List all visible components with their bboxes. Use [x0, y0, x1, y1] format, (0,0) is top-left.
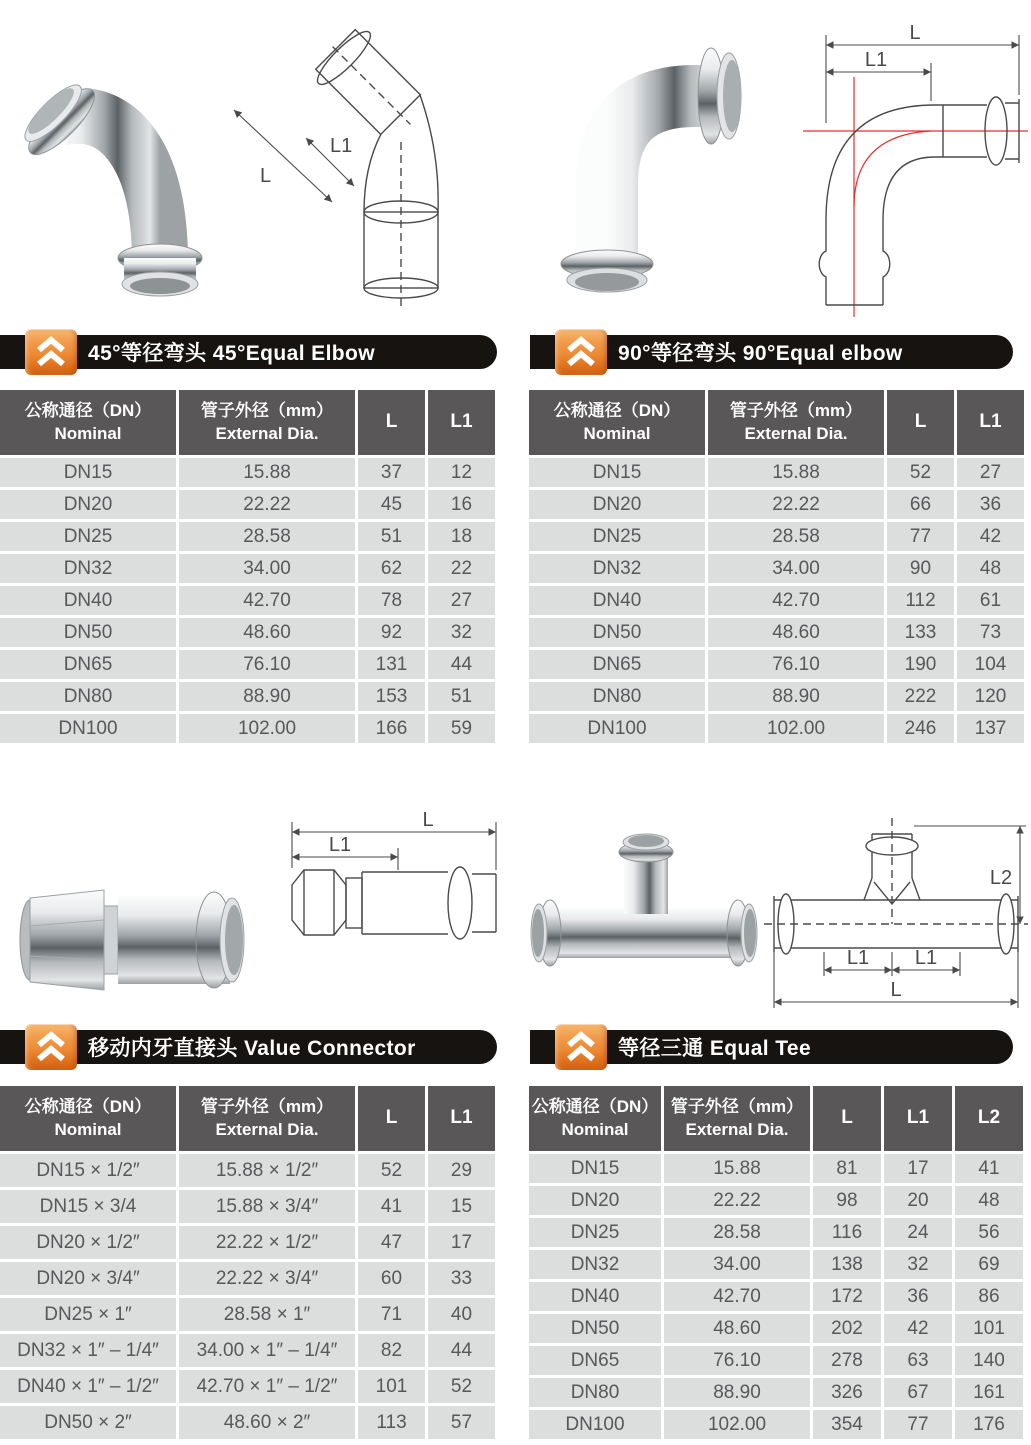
table-row	[0, 554, 495, 583]
table-row	[0, 1226, 495, 1259]
cell-L1: 42	[957, 522, 1024, 551]
table-header-row	[0, 1086, 495, 1151]
double-chevron-up-icon	[25, 1024, 77, 1070]
cell-nominal: DN15	[529, 1154, 661, 1183]
table-body	[529, 458, 1024, 743]
cell-L1: 137	[957, 714, 1024, 743]
cell-L1: 32	[428, 618, 495, 647]
section-title: 90°等径弯头 90°Equal elbow	[618, 342, 903, 365]
table-row	[0, 682, 495, 711]
cell-external-dia: 28.58	[179, 522, 355, 551]
cell-L: 112	[887, 586, 954, 615]
table-row	[529, 554, 1024, 583]
cell-nominal: DN32	[529, 554, 705, 583]
table-row	[529, 682, 1024, 711]
spec-table-90-elbow	[529, 390, 1024, 746]
cell-L1: 17	[428, 1226, 495, 1259]
cell-nominal: DN20	[0, 490, 176, 519]
cell-external-dia: 15.88	[708, 458, 884, 487]
cell-L: 138	[813, 1250, 881, 1279]
table-row	[0, 586, 495, 615]
section-title-bar	[0, 1030, 497, 1064]
cell-external-dia: 102.00	[708, 714, 884, 743]
cell-L1: 17	[884, 1154, 952, 1183]
cell-L: 81	[813, 1154, 881, 1183]
table-row	[0, 650, 495, 679]
header-external-dia: 管子外径（mm） External Dia.	[708, 390, 884, 455]
cell-nominal: DN25	[0, 522, 176, 551]
table-row	[529, 1410, 1024, 1439]
section-title: 等径三通 Equal Tee	[618, 1037, 812, 1060]
cell-L1: 104	[957, 650, 1024, 679]
cell-L2: 140	[955, 1346, 1023, 1375]
dim-label-L: L	[422, 810, 434, 831]
header-external-dia: 管子外径（mm） External Dia.	[664, 1086, 810, 1151]
section-title-bar	[0, 335, 497, 369]
header-nominal: 公称通径（DN） Nominal	[529, 390, 705, 455]
cell-L2: 56	[955, 1218, 1023, 1247]
cell-nominal: DN40	[529, 1282, 661, 1311]
cell-L1: 63	[884, 1346, 952, 1375]
cell-external-dia: 15.88 × 1/2″	[179, 1154, 355, 1187]
cell-L: 190	[887, 650, 954, 679]
dimension-drawing-45-elbow	[218, 2, 503, 317]
cell-external-dia: 22.22	[664, 1186, 810, 1215]
cell-nominal: DN25	[529, 1218, 661, 1247]
cell-external-dia: 22.22 × 3/4″	[179, 1262, 355, 1295]
cell-external-dia: 76.10	[708, 650, 884, 679]
cell-external-dia: 42.70	[708, 586, 884, 615]
cell-L: 52	[887, 458, 954, 487]
cell-external-dia: 22.22 × 1/2″	[179, 1226, 355, 1259]
cell-L1: 33	[428, 1262, 495, 1295]
cell-nominal: DN65	[529, 650, 705, 679]
cell-L: 66	[887, 490, 954, 519]
table-row	[529, 618, 1024, 647]
cell-L1: 36	[884, 1282, 952, 1311]
cell-L2: 101	[955, 1314, 1023, 1343]
cell-L1: 24	[884, 1218, 952, 1247]
header-external-dia: 管子外径（mm） External Dia.	[179, 390, 355, 455]
table-row	[0, 522, 495, 551]
cell-L1: 40	[428, 1298, 495, 1331]
cell-external-dia: 102.00	[664, 1410, 810, 1439]
cell-L2: 41	[955, 1154, 1023, 1183]
table-row	[529, 586, 1024, 615]
cell-L1: 27	[957, 458, 1024, 487]
header-nominal: 公称通径（DN） Nominal	[0, 1086, 176, 1151]
header-external-dia: 管子外径（mm） External Dia.	[179, 1086, 355, 1151]
cell-L: 37	[358, 458, 425, 487]
cell-external-dia: 88.90	[664, 1378, 810, 1407]
cell-L: 153	[358, 682, 425, 711]
cell-L: 101	[358, 1370, 425, 1403]
cell-L: 222	[887, 682, 954, 711]
cell-external-dia: 102.00	[179, 714, 355, 743]
table-header-row	[529, 390, 1024, 455]
cell-L1: 12	[428, 458, 495, 487]
cell-nominal: DN20	[529, 490, 705, 519]
cell-L2: 176	[955, 1410, 1023, 1439]
cell-L2: 48	[955, 1186, 1023, 1215]
cell-L1: 51	[428, 682, 495, 711]
table-row	[529, 458, 1024, 487]
table-row	[0, 1370, 495, 1403]
cell-nominal: DN40	[0, 586, 176, 615]
cell-L: 52	[358, 1154, 425, 1187]
section-title-bar	[530, 335, 1013, 369]
cell-external-dia: 42.70	[179, 586, 355, 615]
cell-L: 246	[887, 714, 954, 743]
product-photo-45-elbow	[12, 46, 212, 304]
cell-external-dia: 88.90	[708, 682, 884, 711]
table-row	[0, 1406, 495, 1439]
cell-L: 51	[358, 522, 425, 551]
cell-nominal: DN80	[0, 682, 176, 711]
cell-nominal: DN100	[529, 1410, 661, 1439]
cell-nominal: DN15	[529, 458, 705, 487]
table-row	[0, 490, 495, 519]
table-row	[529, 714, 1024, 743]
section-title: 移动内牙直接头 Value Connector	[88, 1037, 416, 1060]
cell-L1: 44	[428, 650, 495, 679]
cell-L: 92	[358, 618, 425, 647]
cell-L: 326	[813, 1378, 881, 1407]
cell-L1: 52	[428, 1370, 495, 1403]
header-nominal: 公称通径（DN） Nominal	[529, 1086, 661, 1151]
table-row	[0, 458, 495, 487]
cell-nominal: DN15	[0, 458, 176, 487]
cell-nominal: DN50 × 2″	[0, 1406, 176, 1439]
cell-L1: 18	[428, 522, 495, 551]
cell-L: 62	[358, 554, 425, 583]
product-photo-90-elbow	[543, 20, 763, 305]
cell-nominal: DN20	[529, 1186, 661, 1215]
cell-external-dia: 22.22	[708, 490, 884, 519]
cell-external-dia: 15.88 × 3/4″	[179, 1190, 355, 1223]
cell-external-dia: 76.10	[664, 1346, 810, 1375]
cell-L: 90	[887, 554, 954, 583]
cell-L1: 73	[957, 618, 1024, 647]
cell-nominal: DN65	[0, 650, 176, 679]
cell-external-dia: 34.00 × 1″ – 1/4″	[179, 1334, 355, 1367]
spec-table-value-connector	[0, 1086, 495, 1442]
table-row	[0, 1154, 495, 1187]
cell-external-dia: 28.58	[664, 1218, 810, 1247]
cell-L: 71	[358, 1298, 425, 1331]
header-L: L	[887, 390, 954, 455]
cell-external-dia: 42.70	[664, 1282, 810, 1311]
header-L2: L2	[955, 1086, 1023, 1151]
cell-L1: 61	[957, 586, 1024, 615]
dim-label-L1-right: L1	[914, 947, 938, 969]
cell-nominal: DN100	[0, 714, 176, 743]
header-L: L	[358, 390, 425, 455]
table-header-row	[0, 390, 495, 455]
cell-L: 47	[358, 1226, 425, 1259]
cell-external-dia: 42.70 × 1″ – 1/2″	[179, 1370, 355, 1403]
dim-label-L2: L2	[989, 867, 1013, 889]
cell-L: 133	[887, 618, 954, 647]
cell-L: 41	[358, 1190, 425, 1223]
cell-nominal: DN40 × 1″ – 1/2″	[0, 1370, 176, 1403]
cell-nominal: DN25	[529, 522, 705, 551]
cell-nominal: DN50	[0, 618, 176, 647]
cell-external-dia: 48.60	[179, 618, 355, 647]
table-row	[0, 1262, 495, 1295]
cell-external-dia: 48.60 × 2″	[179, 1406, 355, 1439]
cell-external-dia: 34.00	[179, 554, 355, 583]
cell-external-dia: 15.88	[179, 458, 355, 487]
cell-L2: 161	[955, 1378, 1023, 1407]
table-row	[529, 490, 1024, 519]
double-chevron-up-icon	[555, 1024, 607, 1070]
dim-label-L1: L1	[846, 947, 870, 969]
cell-L1: 36	[957, 490, 1024, 519]
cell-L: 98	[813, 1186, 881, 1215]
cell-external-dia: 15.88	[664, 1154, 810, 1183]
cell-L1: 29	[428, 1154, 495, 1187]
cell-L1: 48	[957, 554, 1024, 583]
product-photo-equal-tee	[524, 820, 764, 988]
cell-nominal: DN20 × 3/4″	[0, 1262, 176, 1295]
cell-L1: 77	[884, 1410, 952, 1439]
cell-nominal: DN15 × 3/4	[0, 1190, 176, 1223]
cell-nominal: DN50	[529, 1314, 661, 1343]
cell-L: 113	[358, 1406, 425, 1439]
cell-L1: 57	[428, 1406, 495, 1439]
cell-L: 60	[358, 1262, 425, 1295]
cell-nominal: DN80	[529, 682, 705, 711]
dim-label-L: L	[890, 979, 902, 1001]
dimension-drawing-value-connector	[278, 810, 510, 995]
double-chevron-up-icon	[25, 329, 77, 375]
cell-L: 166	[358, 714, 425, 743]
table-row	[529, 1154, 1024, 1183]
table-row	[529, 1378, 1024, 1407]
cell-external-dia: 28.58	[708, 522, 884, 551]
cell-L: 202	[813, 1314, 881, 1343]
cell-L1: 32	[884, 1250, 952, 1279]
cell-external-dia: 28.58 × 1″	[179, 1298, 355, 1331]
header-L: L	[813, 1086, 881, 1151]
cell-external-dia: 22.22	[179, 490, 355, 519]
header-L1: L1	[428, 390, 495, 455]
table-body	[0, 458, 495, 743]
dim-label-L1: L1	[864, 49, 888, 71]
table-body	[0, 1154, 495, 1439]
cell-external-dia: 88.90	[179, 682, 355, 711]
header-L: L	[358, 1086, 425, 1151]
cell-L1: 15	[428, 1190, 495, 1223]
cell-L1: 20	[884, 1186, 952, 1215]
cell-nominal: DN65	[529, 1346, 661, 1375]
section-title-bar	[530, 1030, 1013, 1064]
cell-L: 116	[813, 1218, 881, 1247]
table-row	[529, 1346, 1024, 1375]
spec-table-45-elbow	[0, 390, 495, 746]
cell-L2: 86	[955, 1282, 1023, 1311]
cell-L: 278	[813, 1346, 881, 1375]
spec-table-equal-tee	[529, 1086, 1024, 1442]
dim-label-L: L	[909, 22, 921, 44]
cell-L: 78	[358, 586, 425, 615]
table-row	[0, 1298, 495, 1331]
header-nominal: 公称通径（DN） Nominal	[0, 390, 176, 455]
cell-external-dia: 48.60	[664, 1314, 810, 1343]
cell-nominal: DN32 × 1″ – 1/4″	[0, 1334, 176, 1367]
dimension-drawing-90-elbow	[783, 15, 1031, 330]
product-photo-value-connector	[8, 848, 263, 1028]
cell-L1: 67	[884, 1378, 952, 1407]
dim-label-L1: L1	[330, 135, 353, 157]
table-row	[529, 522, 1024, 551]
cell-L1: 42	[884, 1314, 952, 1343]
table-row	[0, 1334, 495, 1367]
cell-nominal: DN100	[529, 714, 705, 743]
cell-external-dia: 76.10	[179, 650, 355, 679]
cell-L2: 69	[955, 1250, 1023, 1279]
cell-nominal: DN20 × 1/2″	[0, 1226, 176, 1259]
cell-L: 82	[358, 1334, 425, 1367]
cell-nominal: DN80	[529, 1378, 661, 1407]
cell-nominal: DN32	[529, 1250, 661, 1279]
table-row	[529, 1314, 1024, 1343]
cell-nominal: DN40	[529, 586, 705, 615]
double-chevron-up-icon	[555, 329, 607, 375]
cell-L1: 27	[428, 586, 495, 615]
table-header-row	[529, 1086, 1024, 1151]
table-row	[529, 1250, 1024, 1279]
table-row	[529, 1186, 1024, 1215]
table-row	[529, 1282, 1024, 1311]
dim-label-L1: L1	[328, 834, 352, 856]
table-row	[529, 650, 1024, 679]
dim-label-L: L	[260, 165, 272, 187]
table-row	[529, 1218, 1024, 1247]
cell-L1: 16	[428, 490, 495, 519]
cell-external-dia: 48.60	[708, 618, 884, 647]
cell-L: 354	[813, 1410, 881, 1439]
cell-L1: 22	[428, 554, 495, 583]
table-body	[529, 1154, 1024, 1439]
table-row	[0, 714, 495, 743]
cell-L1: 44	[428, 1334, 495, 1367]
cell-L: 45	[358, 490, 425, 519]
header-L1: L1	[957, 390, 1024, 455]
cell-nominal: DN15 × 1/2″	[0, 1154, 176, 1187]
cell-nominal: DN32	[0, 554, 176, 583]
cell-L1: 120	[957, 682, 1024, 711]
table-row	[0, 1190, 495, 1223]
cell-nominal: DN50	[529, 618, 705, 647]
cell-external-dia: 34.00	[664, 1250, 810, 1279]
section-title: 45°等径弯头 45°Equal Elbow	[88, 342, 375, 365]
header-L1: L1	[884, 1086, 952, 1151]
cell-L: 172	[813, 1282, 881, 1311]
cell-external-dia: 34.00	[708, 554, 884, 583]
dimension-drawing-equal-tee	[760, 812, 1031, 1024]
cell-L1: 59	[428, 714, 495, 743]
table-row	[0, 618, 495, 647]
cell-L: 131	[358, 650, 425, 679]
cell-L: 77	[887, 522, 954, 551]
header-L1: L1	[428, 1086, 495, 1151]
cell-nominal: DN25 × 1″	[0, 1298, 176, 1331]
